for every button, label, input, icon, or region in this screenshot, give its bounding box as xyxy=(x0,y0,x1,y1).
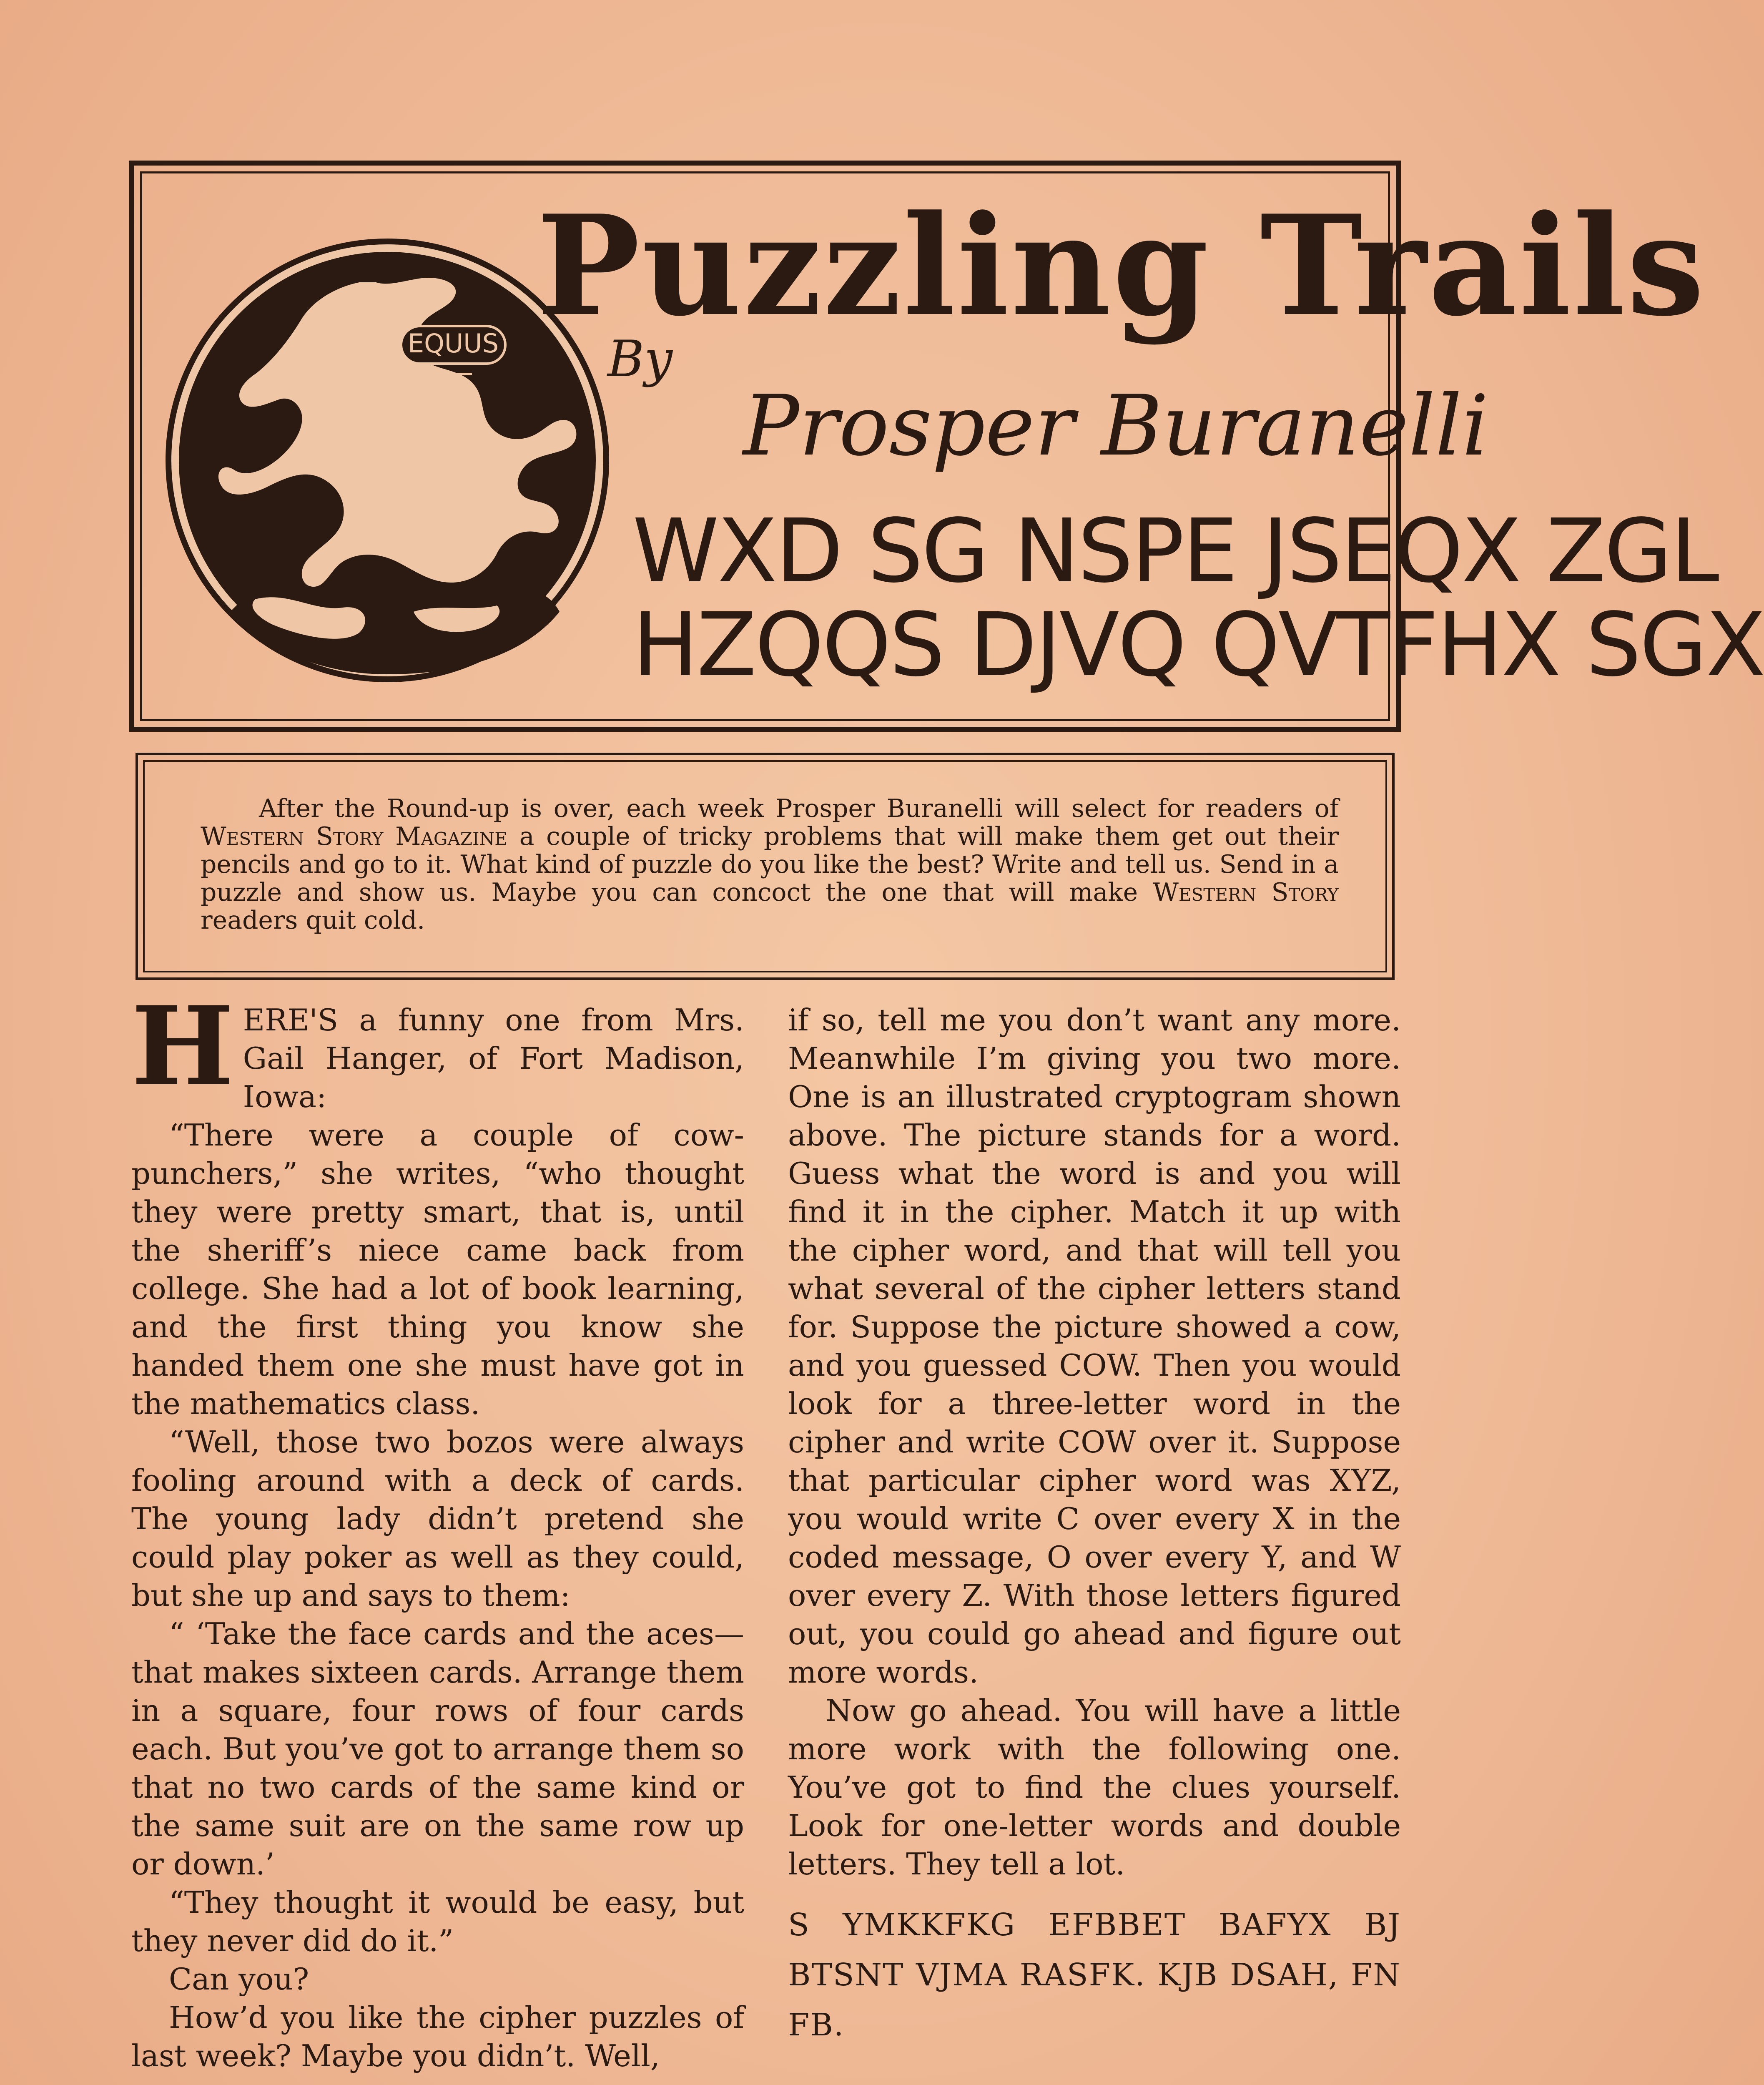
author-name: Prosper Buranelli xyxy=(743,377,1489,475)
paragraph-2: “There were a couple of cow-punchers,” she writes, “who thought they were pretty smart, that is, until the sheriff’s niece came back from college. She had a lot of book learning, and the first thing you know she handed them one she must have got in the mathematics class. xyxy=(131,1118,744,1421)
header-cipher-line-1: WXD SG NSPE JSEQX ZGL xyxy=(632,500,1718,602)
intro-text-part-1: After the Round-up is over, each week Prosper Buranelli will select for readers of xyxy=(259,794,1339,823)
cryptogram: S YMKKFKG EFBBET BAFYX BJ BTSNT VJMA RASFK. KJB DSAH, FN FB. xyxy=(788,1907,1401,2043)
title-banner xyxy=(129,161,1764,732)
paragraph-8: if so, tell me you don’t want any more. Meanwhile I’m giving you two more. One is an illustrated cryptogram shown above. The picture stands for a word. Guess what the word is and you will find it in the cipher. Match it up with the cipher word, and that will tell you what several of the cipher letters stand for. Suppose the picture showed a cow, and you guessed COW. Then you would look for a three-letter word in the cipher and write COW over it. Suppose that particular cipher word was XYZ, you would write C over every X in the coded message, O over every Y, and W over every Z. With those letters figured out, you could go ahead and figure out more words. xyxy=(788,1002,1401,1690)
intro-paragraph xyxy=(201,795,1339,934)
paragraph-4: “ ‘Take the face cards and the aces—that makes sixteen cards. Arrange them in a square, four rows of four cards each. But you’ve got to arrange them so that no two cards of the same kind or the same suit are on the same row up or down.’ xyxy=(131,1616,744,1882)
byline-by: By xyxy=(607,330,672,388)
paragraph-1: ERE'S a funny one from Mrs. Gail Hanger, of Fort Madison, Iowa: xyxy=(243,1002,744,1114)
magazine-name: Western Story Magazine xyxy=(201,822,507,851)
medallion-label: EQUUS xyxy=(407,328,499,359)
drop-cap: H xyxy=(131,983,234,1110)
left-column xyxy=(131,983,744,2075)
intro-text-part-2: a couple of tricky problems that will make them get out their pencils and go to it. What kind of puzzle do you like the best? Write and tell us. Send in a puzzle and show us. Maybe you can concoct the one that will make xyxy=(201,822,1339,907)
paragraph-6: Can you? xyxy=(169,1962,309,1997)
header-cipher-line-2: HZQQS DJVQ QVTFHX SGX xyxy=(632,594,1764,696)
right-column xyxy=(788,1001,1401,2050)
paragraph-9: Now go ahead. You will have a little more work with the following one. You’ve got to find the clues yourself. Look for one-letter words and double letters. They tell a lot. xyxy=(788,1693,1401,1882)
paragraph-7: How’d you like the cipher puzzles of last week? Maybe you didn’t. Well, xyxy=(131,2000,744,2073)
horse-medallion-icon xyxy=(163,236,612,685)
paragraph-3: “Well, those two bozos were always fooling around with a deck of cards. The young lady didn’t pretend she could play poker as well as they could, but she up and says to them: xyxy=(131,1424,744,1613)
page-title: Puzzling Trails xyxy=(537,185,1706,347)
paragraph-5: “They thought it would be easy, but they never did do it.” xyxy=(131,1885,744,1958)
magazine-name-short: Western Story xyxy=(1153,878,1339,907)
intro-text-part-3: readers quit cold. xyxy=(201,906,425,935)
intro-box xyxy=(135,753,1395,980)
article-opening xyxy=(131,983,744,1116)
